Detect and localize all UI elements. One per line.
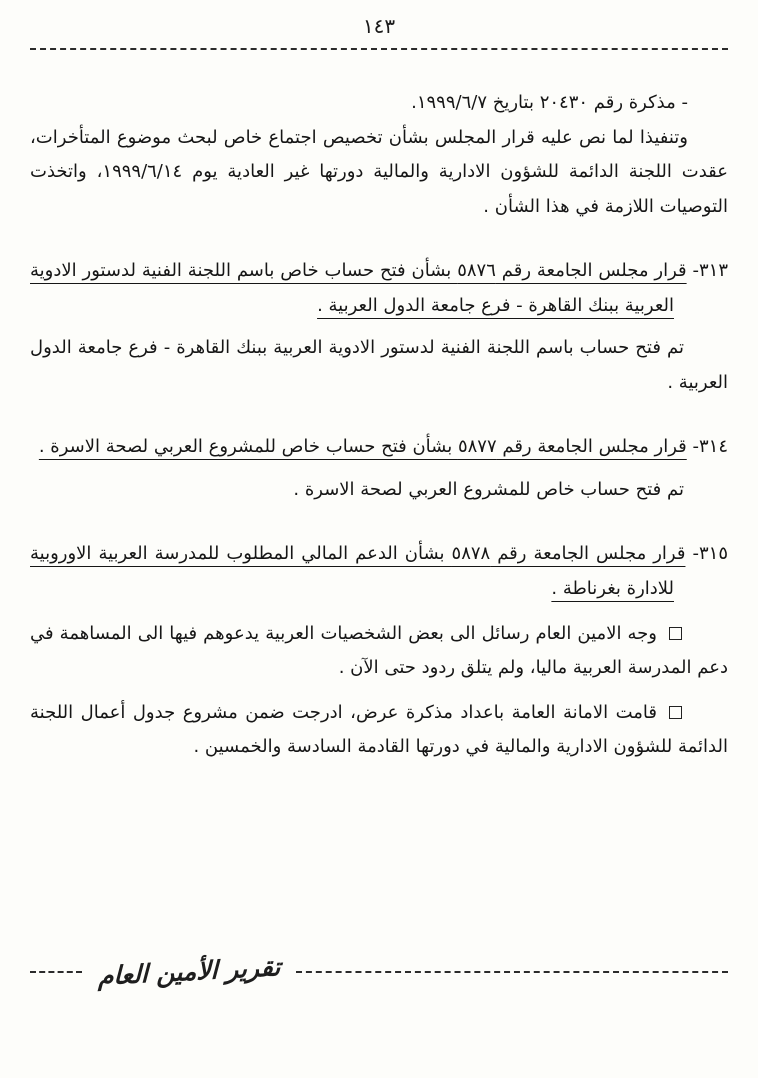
item-heading xyxy=(30,430,728,465)
footer-signature: تقرير الأمين العام xyxy=(97,952,281,991)
decision-item-314 xyxy=(30,430,728,507)
signature-rule-left xyxy=(30,971,82,973)
signature-rule-right xyxy=(296,971,728,973)
item-body: تم فتح حساب خاص للمشروع العربي لصحة الاسرة . xyxy=(293,478,684,500)
bullet-text: قامت الامانة العامة باعداد مذكرة عرض، ادرجت ضمن مشروع جدول أعمال اللجنة الدائمة للشؤون الادارية والمالية في دورتها القادمة السادسة والخمسين . xyxy=(30,701,728,758)
document-content xyxy=(30,86,728,765)
bullet-item xyxy=(30,617,728,686)
dashed-divider xyxy=(30,48,728,50)
item-title: قرار مجلس الجامعة رقم ٥٨٧٧ بشأن فتح حساب خاص للمشروع العربي لصحة الاسرة . xyxy=(38,436,687,458)
item-title: قرار مجلس الجامعة رقم ٥٨٧٨ بشأن الدعم المالي المطلوب للمدرسة العربية الاوروبية للادارة بغرناطة . xyxy=(30,543,686,600)
intro-paragraph: وتنفيذا لما نص عليه قرار المجلس بشأن تخصيص اجتماع خاص لبحث موضوع المتأخرات، عقدت اللجنة الدائمة للشؤون الادارية والمالية دورتها غير العادية يوم ١٩٩٩/٦/١٤، واتخذت التوصيات اللازمة في هذا الشأن . xyxy=(30,126,729,217)
item-heading xyxy=(30,254,728,323)
bullet-item xyxy=(30,696,728,765)
page-number: ١٤٣ xyxy=(362,14,396,38)
item-heading xyxy=(30,537,728,606)
decision-item-315 xyxy=(30,537,728,764)
item-title: قرار مجلس الجامعة رقم ٥٨٧٦ بشأن فتح حساب خاص باسم اللجنة الفنية لدستور الادوية العربية ببنك القاهرة - فرع جامعة الدول العربية . xyxy=(30,260,687,316)
footer xyxy=(30,952,728,991)
checkbox-icon xyxy=(669,706,682,719)
checkbox-icon xyxy=(669,627,682,640)
item-body: تم فتح حساب باسم اللجنة الفنية لدستور الادوية العربية ببنك القاهرة - فرع جامعة الدول العربية . xyxy=(30,337,728,393)
bullet-text: وجه الامين العام رسائل الى بعض الشخصيات العربية يدعوهم فيها الى المساهمة في دعم المدرسة العربية ماليا، ولم يتلق ردود حتى الآن . xyxy=(30,622,728,679)
memo-line: - مذكرة رقم ٢٠٤٣٠ بتاريخ ١٩٩٩/٦/٧. xyxy=(411,92,688,113)
decision-item-313 xyxy=(30,254,728,400)
item-number: ٣١٤- xyxy=(692,436,728,458)
item-number: ٣١٣- xyxy=(692,260,729,282)
item-number: ٣١٥- xyxy=(692,543,728,565)
